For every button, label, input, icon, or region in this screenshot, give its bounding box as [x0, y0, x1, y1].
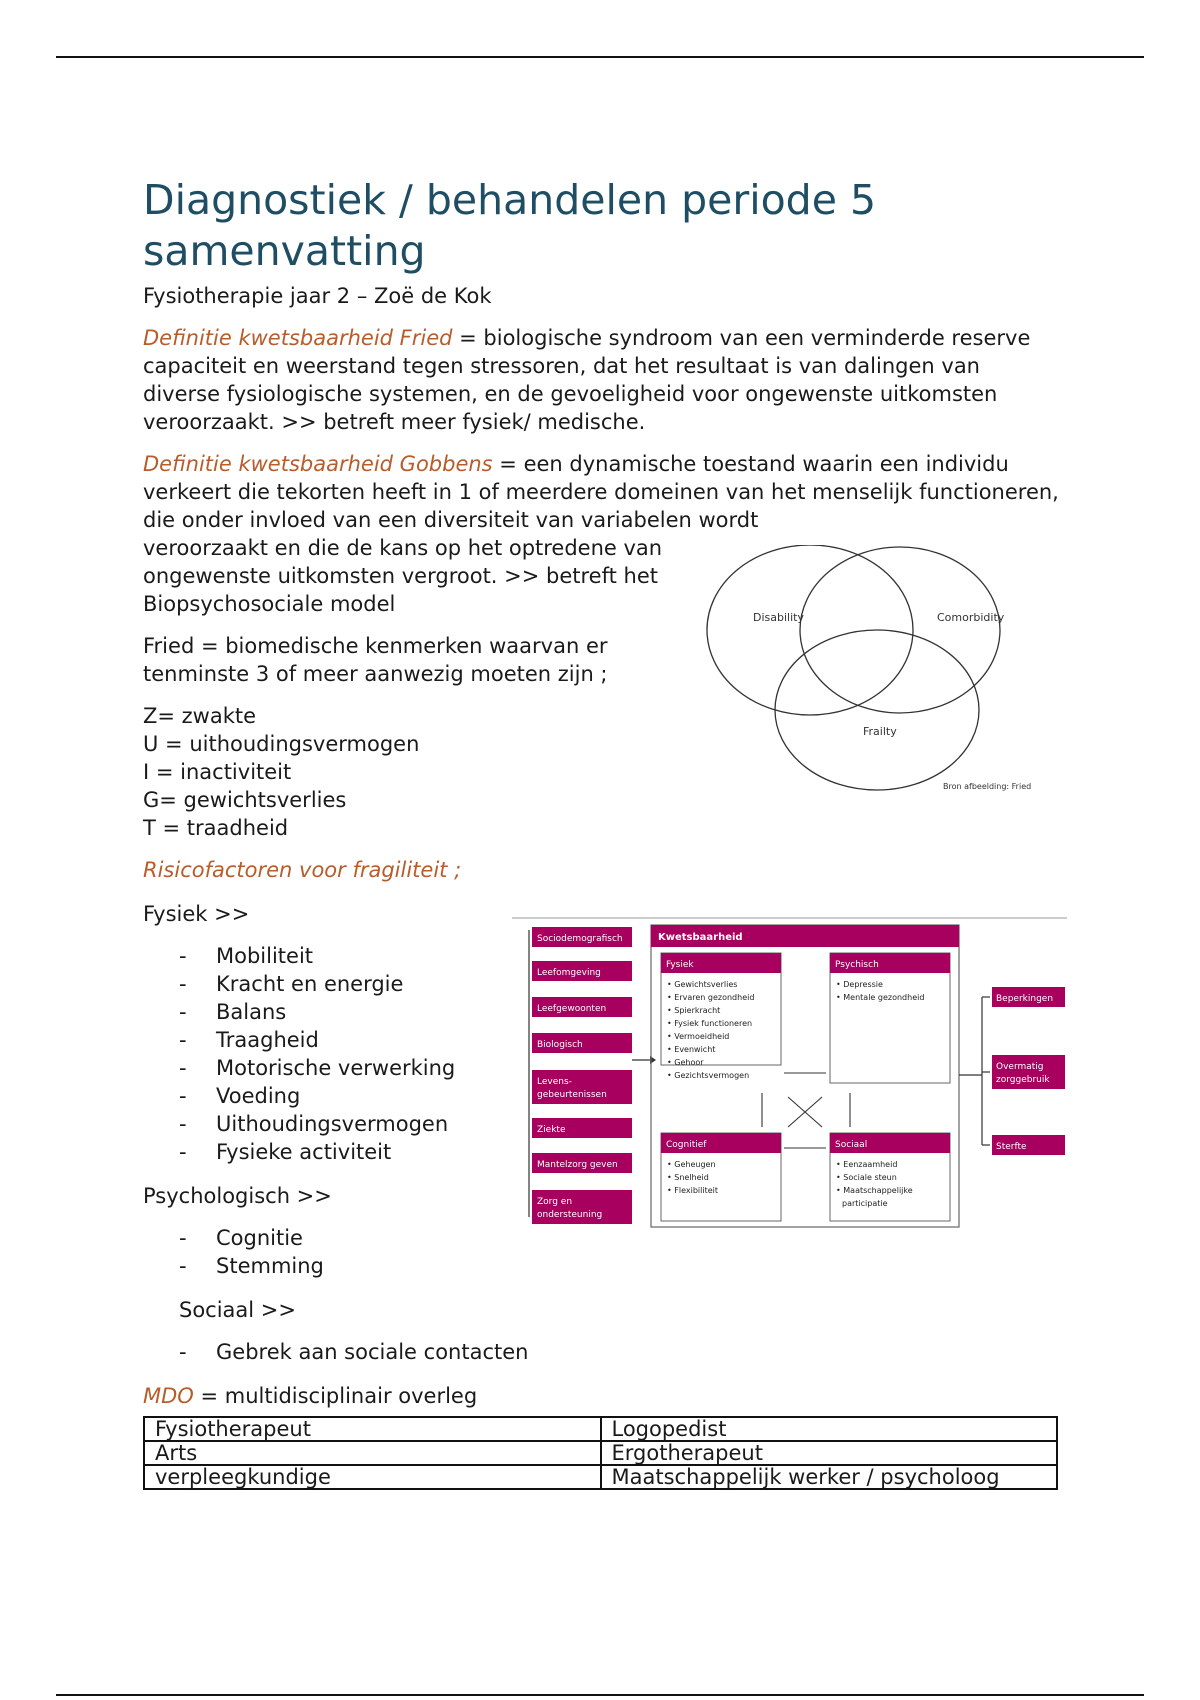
sociaal-item: • Sociale steun	[836, 1173, 897, 1182]
box-label: Mantelzorg geven	[537, 1160, 618, 1170]
box-label: Beperkingen	[996, 994, 1054, 1004]
box-label: Biologisch	[537, 1040, 583, 1050]
box-label: Zorg en	[537, 1197, 573, 1207]
fysiek-heading: Fysiek >>	[143, 902, 250, 926]
venn-diagram	[705, 545, 1055, 795]
kwetsbaarheid-diagram	[512, 915, 1067, 1233]
list-item: - Cognitie	[179, 1224, 1063, 1252]
list-item: - Voeding	[179, 1082, 1063, 1110]
cognitief-item: • Snelheid	[667, 1173, 709, 1182]
list-item: - Gebrek aan sociale contacten	[179, 1338, 1063, 1366]
title-line-1: Diagnostiek / behandelen periode 5	[143, 176, 877, 224]
zutgt-item: T = traadheid	[143, 816, 289, 840]
psychisch-title: Psychisch	[835, 960, 879, 970]
fysiek-item: • Fysiek functioneren	[667, 1019, 753, 1028]
sociaal-item: participatie	[842, 1199, 888, 1208]
fysiek-item: • Gezichtsvermogen	[667, 1071, 750, 1080]
table-cell: Ergotherapeut	[601, 1441, 1058, 1465]
box-label: Ziekte	[537, 1125, 566, 1135]
box-label: Leefgewoonten	[537, 1004, 607, 1014]
title-line-2: samenvatting	[143, 227, 426, 275]
table-row	[144, 1441, 1057, 1465]
table-cell: Fysiotherapeut	[144, 1417, 601, 1441]
list-item: - Uithoudingsvermogen	[179, 1110, 1063, 1138]
paragraph-gobbens-text: = een dynamische toestand waarin een individu verkeert die tekorten heeft in 1 of meerdere domeinen van het menselijk functioneren, die onder invloed van een diversiteit van variabelen wordt	[143, 452, 1059, 532]
bottom-rule	[56, 1694, 1144, 1696]
fysiek-item: • Evenwicht	[667, 1045, 716, 1054]
fysiek-item: • Gewichtsverlies	[667, 980, 738, 989]
box-label: Sociodemografisch	[537, 934, 623, 944]
cognitief-item: • Geheugen	[667, 1160, 716, 1169]
term-fried: Definitie kwetsbaarheid Fried	[143, 326, 453, 350]
fysiek-item: • Vermoeidheid	[667, 1032, 730, 1041]
sociaal-item: • Eenzaamheid	[836, 1160, 898, 1169]
venn-source: Bron afbeelding: Fried	[943, 782, 1032, 791]
mdo-paragraph	[143, 1382, 1063, 1410]
page-content	[143, 175, 1063, 1490]
table-cell: verpleegkundige	[144, 1465, 601, 1489]
venn-label-frailty: Frailty	[863, 725, 897, 738]
box-label: gebeurtenissen	[537, 1090, 607, 1100]
table-cell: Arts	[144, 1441, 601, 1465]
venn-circle-comorbidity	[800, 547, 1000, 713]
list-item: - Kracht en energie	[179, 970, 1063, 998]
psychisch-item: • Depressie	[836, 980, 883, 989]
mdo-table	[143, 1416, 1058, 1490]
table-row	[144, 1417, 1057, 1441]
risico-heading: Risicofactoren voor fragiliteit ;	[143, 858, 462, 882]
cognitief-item: • Flexibiliteit	[667, 1186, 718, 1195]
box-label: ondersteuning	[537, 1210, 603, 1220]
venn-label-comorbidity: Comorbidity	[937, 611, 1005, 624]
psych-heading: Psychologisch >>	[143, 1184, 332, 1208]
zutgt-item: I = inactiviteit	[143, 760, 292, 784]
cognitief-title: Cognitief	[666, 1140, 707, 1150]
list-item: - Motorische verwerking	[179, 1054, 1063, 1082]
zutgt-item: U = uithoudingsvermogen	[143, 732, 420, 756]
mdo-text: = multidisciplinair overleg	[193, 1384, 478, 1408]
box-label: zorggebruik	[996, 1075, 1050, 1085]
paragraph-fried-text: = biologische syndroom van een verminderde reserve capaciteit en weerstand tegen stressoren, dat het resultaat is van dalingen van diverse fysiologische systemen, en de gevoeligheid voor ongewenste uitkomsten veroorzaakt. >> betreft meer fysiek/ medische.	[143, 326, 1031, 434]
table-cell: Maatschappelijk werker / psycholoog	[601, 1465, 1058, 1489]
table-cell: Logopedist	[601, 1417, 1058, 1441]
fysiek-title: Fysiek	[666, 960, 694, 970]
fysiek-item: • Gehoor	[667, 1058, 704, 1067]
zutgt-item: Z= zwakte	[143, 704, 257, 728]
paragraph-gobbens	[143, 450, 1063, 534]
subtitle: Fysiotherapie jaar 2 – Zoë de Kok	[143, 284, 492, 308]
sociaal-list	[179, 1338, 1063, 1366]
venn-label-disability: Disability	[753, 611, 804, 624]
venn-circle-frailty	[775, 630, 979, 790]
term-mdo: MDO	[143, 1384, 194, 1408]
list-item: - Fysieke activiteit	[179, 1138, 1063, 1166]
list-item: - Stemming	[179, 1252, 1063, 1280]
sociaal-heading: Sociaal >>	[179, 1298, 296, 1322]
list-item: - Balans	[179, 998, 1063, 1026]
paragraph-fried	[143, 324, 1063, 436]
page-title	[143, 175, 1063, 277]
box-label: Overmatig	[996, 1062, 1044, 1072]
sociaal-title: Sociaal	[835, 1140, 868, 1150]
term-gobbens: Definitie kwetsbaarheid Gobbens	[143, 452, 493, 476]
paragraph-gobbens-cont: veroorzaakt en die de kans op het optredene van ongewenste uitkomsten vergroot. >> betreft het Biopsychosociale model	[143, 536, 663, 616]
box-label: Sterfte	[996, 1142, 1027, 1152]
left-boxes	[532, 927, 632, 1224]
fysiek-item: • Ervaren gezondheid	[667, 993, 755, 1002]
fysiek-item: • Spierkracht	[667, 1006, 721, 1015]
sociaal-item: • Maatschappelijke	[836, 1186, 913, 1195]
list-item: - Mobiliteit	[179, 942, 1063, 970]
list-item: - Traagheid	[179, 1026, 1063, 1054]
box-label: Leefomgeving	[537, 968, 601, 978]
box-label: Levens-	[537, 1077, 572, 1087]
psychisch-item: • Mentale gezondheid	[836, 993, 925, 1002]
main-title: Kwetsbaarheid	[658, 932, 743, 943]
paragraph-fried-kenmerken: Fried = biomedische kenmerken waarvan er tenminste 3 of meer aanwezig moeten zijn ;	[143, 634, 608, 686]
zutgt-item: G= gewichtsverlies	[143, 788, 347, 812]
top-rule	[56, 56, 1144, 58]
table-row	[144, 1465, 1057, 1489]
